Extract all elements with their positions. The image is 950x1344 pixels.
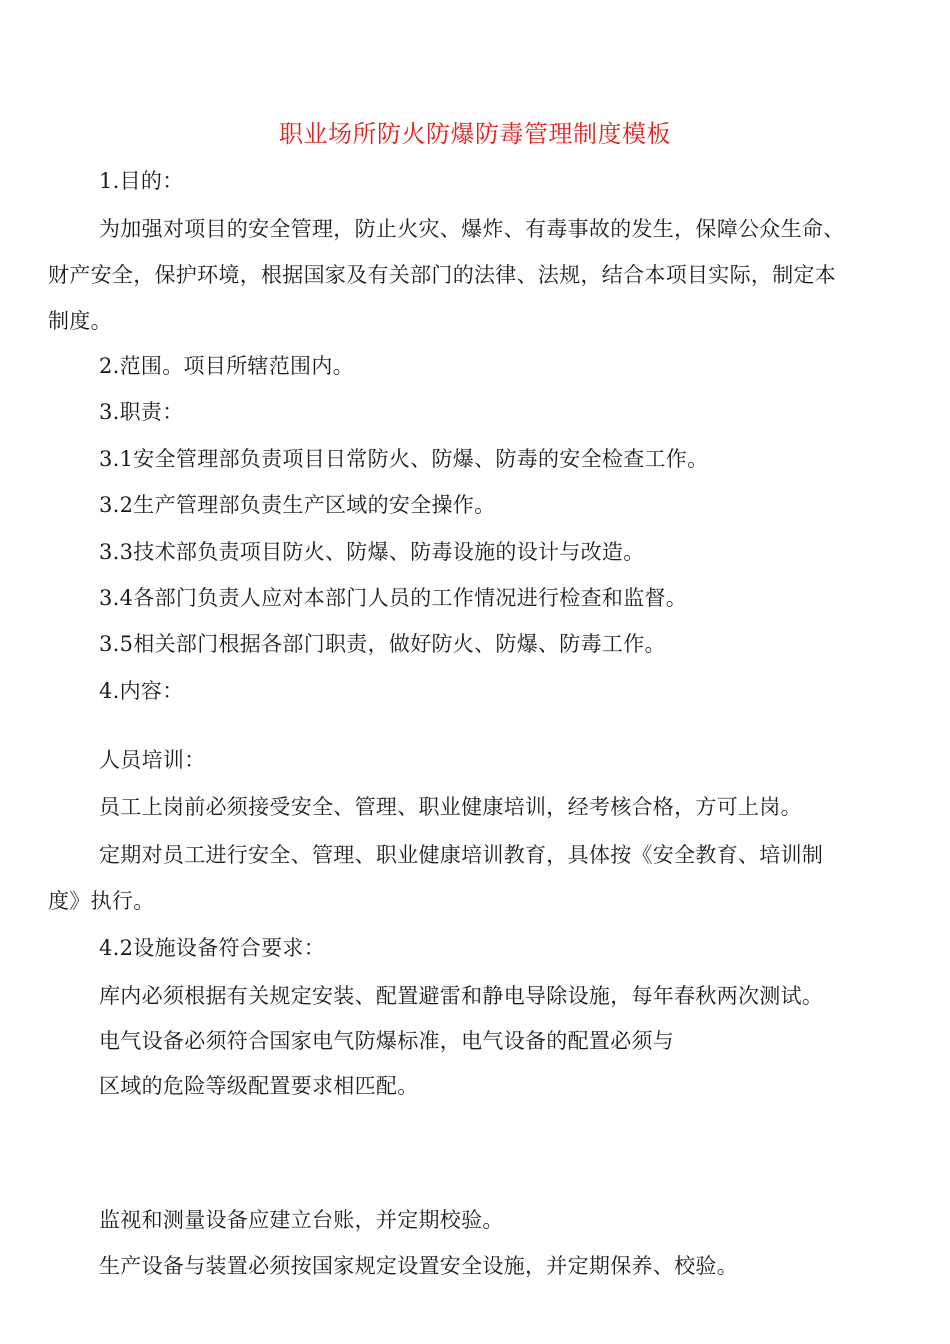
paragraph-line: 定期对员工进行安全、管理、职业健康培训教育，具体按《安全教育、培训制 (99, 843, 824, 867)
duty-item: 3.5相关部门根据各部门职责，做好防火、防爆、防毒工作。 (99, 632, 666, 656)
paragraph-line: 区域的危险等级配置要求相匹配。 (99, 1074, 419, 1098)
paragraph-line: 监视和测量设备应建立台账，并定期校验。 (99, 1208, 504, 1232)
paragraph-line: 员工上岗前必须接受安全、管理、职业健康培训，经考核合格，方可上岗。 (99, 795, 802, 819)
section-scope: 2.范围。项目所辖范围内。 (99, 354, 354, 378)
duty-item: 3.1安全管理部负责项目日常防火、防爆、防毒的安全检查工作。 (99, 447, 709, 471)
paragraph-line: 为加强对项目的安全管理，防止火灾、爆炸、有毒事故的发生，保障公众生命、 (99, 217, 845, 241)
duty-item: 3.2生产管理部负责生产区域的安全操作。 (99, 493, 496, 517)
section-content-heading: 4.内容： (99, 679, 184, 703)
paragraph-line: 生产设备与装置必须按国家规定设置安全设施，并定期保养、校验。 (99, 1254, 738, 1278)
subsection-heading: 人员培训： (99, 748, 206, 772)
duty-item: 3.4各部门负责人应对本部门人员的工作情况进行检查和监督。 (99, 586, 688, 610)
document-title: 职业场所防火防爆防毒管理制度模板 (279, 120, 671, 148)
paragraph-line: 财产安全，保护环境，根据国家及有关部门的法律、法规，结合本项目实际，制定本 (48, 263, 837, 287)
section-purpose-heading: 1.目的： (99, 169, 184, 193)
subsection-heading: 4.2设施设备符合要求： (99, 936, 325, 960)
paragraph-line: 度》执行。 (48, 889, 155, 913)
paragraph-line: 库内必须根据有关规定安装、配置避雷和静电导除设施，每年春秋两次测试。 (99, 984, 824, 1008)
section-duties-heading: 3.职责： (99, 400, 184, 424)
paragraph-line: 电气设备必须符合国家电气防爆标准，电气设备的配置必须与 (99, 1029, 675, 1053)
paragraph-line: 制度。 (48, 309, 112, 333)
duty-item: 3.3技术部负责项目防火、防爆、防毒设施的设计与改造。 (99, 540, 645, 564)
